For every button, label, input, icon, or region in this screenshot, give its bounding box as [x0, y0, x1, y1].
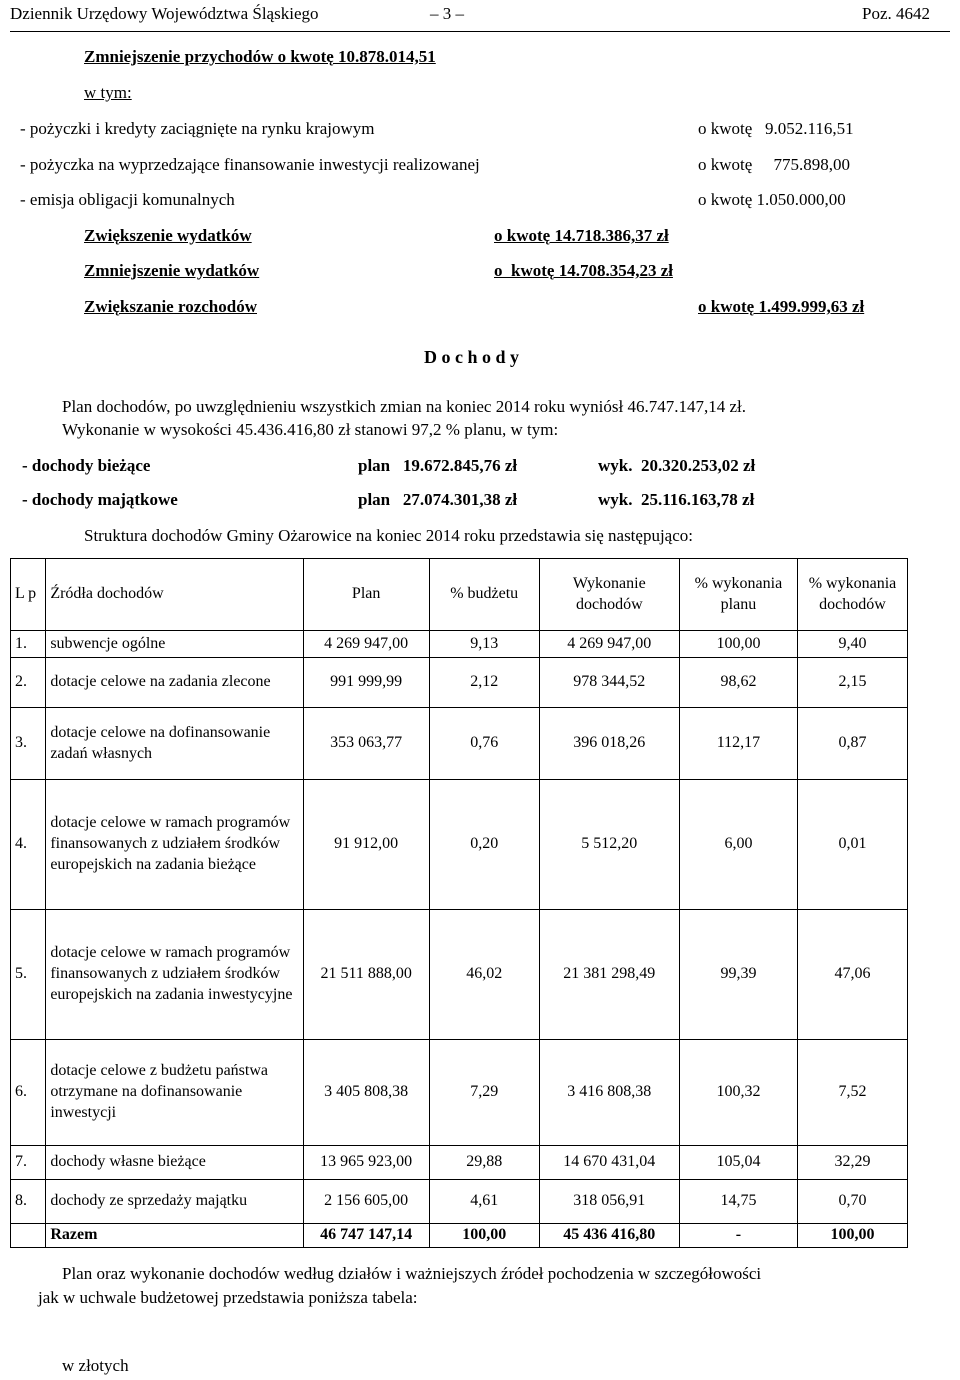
row-lp: 6. [11, 1040, 46, 1146]
intro-item-label: - emisja obligacji komunalnych [20, 190, 235, 209]
row-lp: 8. [11, 1180, 46, 1224]
col-execution: Wykonanie dochodów [539, 559, 679, 631]
row-pct-income: 2,15 [797, 658, 907, 708]
summary-label: - dochody bieżące [22, 456, 151, 475]
row-pct-income: 7,52 [797, 1040, 907, 1146]
total-lp [11, 1224, 46, 1248]
table-row [11, 1180, 908, 1224]
row-budget-pct: 7,29 [429, 1040, 539, 1146]
summary-plan: plan 19.672.845,76 zł [358, 456, 518, 475]
change-label: Zwiększanie rozchodów [84, 297, 257, 316]
row-source: dotacje celowe w ramach programów finansowanych z udziałem środków europejskich na zadania bieżące [46, 780, 303, 910]
row-source: dotacje celowe na zadania zlecone [46, 658, 303, 708]
row-pct-plan: 6,00 [679, 780, 797, 910]
total-budget-pct: 100,00 [429, 1224, 539, 1248]
summary-label: - dochody majątkowe [22, 490, 178, 509]
col-plan: Plan [303, 559, 429, 631]
row-plan: 2 156 605,00 [303, 1180, 429, 1224]
intro-item-amount: o kwotę 1.050.000,00 [698, 190, 846, 209]
row-budget-pct: 46,02 [429, 910, 539, 1040]
row-pct-plan: 14,75 [679, 1180, 797, 1224]
including-label: w tym: [84, 83, 132, 102]
row-pct-plan: 100,32 [679, 1040, 797, 1146]
row-pct-income: 47,06 [797, 910, 907, 1040]
row-execution: 21 381 298,49 [539, 910, 679, 1040]
row-pct-income: 0,70 [797, 1180, 907, 1224]
row-plan: 13 965 923,00 [303, 1146, 429, 1180]
row-execution: 978 344,52 [539, 658, 679, 708]
row-lp: 1. [11, 631, 46, 658]
row-pct-plan: 98,62 [679, 658, 797, 708]
change-amount: o kwotę 14.708.354,23 zł [494, 261, 673, 280]
row-plan: 3 405 808,38 [303, 1040, 429, 1146]
decrease-revenue: Zmniejszenie przychodów o kwotę 10.878.014,51 [84, 47, 436, 66]
row-execution: 14 670 431,04 [539, 1146, 679, 1180]
summary-exec: wyk. 25.116.163,78 zł [598, 490, 755, 509]
intro-item-label: - pożyczka na wyprzedzające finansowanie inwestycji realizowanej [20, 155, 480, 174]
intro-item-label: - pożyczki i kredyty zaciągnięte na rynku krajowym [20, 119, 375, 138]
col-pct-plan: % wykonania planu [679, 559, 797, 631]
row-pct-income: 0,87 [797, 708, 907, 780]
row-execution: 5 512,20 [539, 780, 679, 910]
row-execution: 318 056,91 [539, 1180, 679, 1224]
page-number: – 3 – [430, 4, 464, 23]
total-label: Razem [46, 1224, 303, 1248]
table-row [11, 631, 908, 658]
row-budget-pct: 29,88 [429, 1146, 539, 1180]
journal-title: Dziennik Urzędowy Województwa Śląskiego [10, 4, 319, 23]
table-total-row [11, 1224, 908, 1248]
row-lp: 5. [11, 910, 46, 1040]
row-pct-income: 0,01 [797, 780, 907, 910]
table-header-row [11, 559, 908, 631]
total-execution: 45 436 416,80 [539, 1224, 679, 1248]
row-pct-income: 32,29 [797, 1146, 907, 1180]
paragraph-line: Wykonanie w wysokości 45.436.416,80 zł stanowi 97,2 % planu, w tym: [62, 420, 559, 439]
change-amount: o kwotę 1.499.999,63 zł [698, 297, 865, 316]
intro-item-amount: o kwotę 9.052.116,51 [698, 119, 854, 138]
row-pct-plan: 105,04 [679, 1146, 797, 1180]
row-lp: 3. [11, 708, 46, 780]
change-label: Zwiększenie wydatków [84, 226, 252, 245]
change-label: Zmniejszenie wydatków [84, 261, 260, 280]
income-structure-table [10, 558, 908, 1248]
header-rule [10, 31, 950, 32]
row-execution: 4 269 947,00 [539, 631, 679, 658]
row-execution: 396 018,26 [539, 708, 679, 780]
table-row [11, 658, 908, 708]
closing-line: jak w uchwale budżetowej przedstawia poniższa tabela: [38, 1288, 418, 1307]
row-source: dochody ze sprzedaży majątku [46, 1180, 303, 1224]
row-plan: 4 269 947,00 [303, 631, 429, 658]
row-lp: 2. [11, 658, 46, 708]
col-lp: L p [11, 559, 46, 631]
table-row [11, 910, 908, 1040]
row-budget-pct: 4,61 [429, 1180, 539, 1224]
row-source: dotacje celowe z budżetu państwa otrzymane na dofinansowanie inwestycji [46, 1040, 303, 1146]
position-number: Poz. 4642 [862, 4, 930, 23]
row-lp: 7. [11, 1146, 46, 1180]
structure-heading: Struktura dochodów Gminy Ożarowice na koniec 2014 roku przedstawia się następująco: [84, 526, 693, 545]
row-plan: 91 912,00 [303, 780, 429, 910]
row-plan: 353 063,77 [303, 708, 429, 780]
row-source: subwencje ogólne [46, 631, 303, 658]
row-lp: 4. [11, 780, 46, 910]
intro-item-amount: o kwotę 775.898,00 [698, 155, 851, 174]
row-source: dochody własne bieżące [46, 1146, 303, 1180]
paragraph-line: Plan dochodów, po uwzględnieniu wszystkich zmian na koniec 2014 roku wyniósł 46.747.147,14 zł. [62, 397, 746, 416]
summary-plan: plan 27.074.301,38 zł [358, 490, 518, 509]
table-row [11, 780, 908, 910]
row-pct-income: 9,40 [797, 631, 907, 658]
row-plan: 21 511 888,00 [303, 910, 429, 1040]
table-row [11, 1040, 908, 1146]
row-budget-pct: 0,20 [429, 780, 539, 910]
row-source: dotacje celowe na dofinansowanie zadań własnych [46, 708, 303, 780]
total-pct-income: 100,00 [797, 1224, 907, 1248]
closing-line: Plan oraz wykonanie dochodów według działów i ważniejszych źródeł pochodzenia w szczegółowości [62, 1264, 762, 1283]
row-budget-pct: 0,76 [429, 708, 539, 780]
col-budget-pct: % budżetu [429, 559, 539, 631]
total-plan: 46 747 147,14 [303, 1224, 429, 1248]
row-budget-pct: 2,12 [429, 658, 539, 708]
summary-exec: wyk. 20.320.253,02 zł [598, 456, 756, 475]
col-source: Źródła dochodów [46, 559, 303, 631]
row-budget-pct: 9,13 [429, 631, 539, 658]
row-source: dotacje celowe w ramach programów finansowanych z udziałem środków europejskich na zadania inwestycyjne [46, 910, 303, 1040]
row-plan: 991 999,99 [303, 658, 429, 708]
row-pct-plan: 100,00 [679, 631, 797, 658]
section-title: D o c h o d y [424, 347, 520, 367]
unit-note: w złotych [62, 1356, 129, 1375]
table-row [11, 1146, 908, 1180]
col-pct-income: % wykonania dochodów [797, 559, 907, 631]
row-execution: 3 416 808,38 [539, 1040, 679, 1146]
row-pct-plan: 112,17 [679, 708, 797, 780]
total-pct-plan: - [679, 1224, 797, 1248]
row-pct-plan: 99,39 [679, 910, 797, 1040]
change-amount: o kwotę 14.718.386,37 zł [494, 226, 669, 245]
table-row [11, 708, 908, 780]
